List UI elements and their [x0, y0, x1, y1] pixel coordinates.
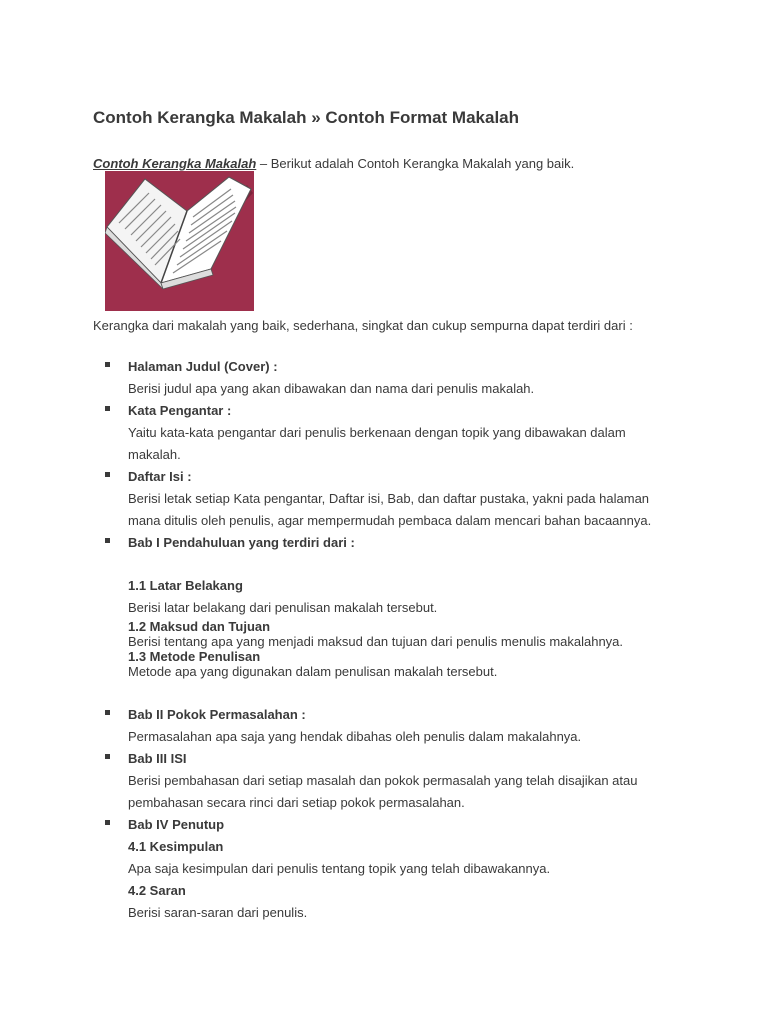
subsection-description: Berisi tentang apa yang menjadi maksud dan tujuan dari penulis menulis makalahnya.: [128, 634, 624, 649]
subsection-description: Apa saja kesimpulan dari penulis tentang topik yang telah dibawakannya.: [128, 861, 551, 876]
list-item: [93, 466, 693, 532]
list-item: [93, 814, 693, 924]
subsection-heading: 1.2 Maksud dan Tujuan: [128, 619, 271, 634]
list-item: [93, 704, 693, 748]
list-item: [93, 748, 693, 814]
item-heading: Bab I Pendahuluan yang terdiri dari :: [128, 535, 355, 550]
subsection-description: Berisi latar belakang dari penulisan makalah tersebut.: [128, 600, 438, 615]
page-title: Contoh Kerangka Makalah » Contoh Format Makalah: [93, 108, 520, 127]
item-description: Berisi pembahasan dari setiap masalah dan pokok permasalah yang telah disajikan atau: [128, 773, 638, 788]
subsection-description: Berisi saran-saran dari penulis.: [128, 905, 308, 920]
intro-paragraph: [93, 156, 574, 171]
subsection-heading: 1.3 Metode Penulisan: [128, 649, 261, 664]
item-heading: Bab IV Penutup: [128, 817, 225, 832]
square-bullet-icon: [105, 820, 110, 825]
square-bullet-icon: [105, 362, 110, 367]
outline-list: [93, 356, 693, 924]
item-heading: Daftar Isi :: [128, 469, 192, 484]
open-book-icon: [105, 171, 254, 311]
intro-text: – Berikut adalah Contoh Kerangka Makalah yang baik.: [256, 156, 575, 171]
item-heading: Halaman Judul (Cover) :: [128, 359, 278, 374]
subsection-heading: 1.1 Latar Belakang: [128, 578, 243, 593]
item-description: makalah.: [128, 447, 181, 462]
subsection-heading: 4.2 Saran: [128, 883, 186, 898]
square-bullet-icon: [105, 538, 110, 543]
list-item: [93, 400, 693, 466]
subsection-heading: 4.1 Kesimpulan: [128, 839, 224, 854]
intro-link[interactable]: Contoh Kerangka Makalah: [93, 156, 257, 171]
item-description: Permasalahan apa saja yang hendak dibahas oleh penulis dalam makalahnya.: [128, 729, 582, 744]
list-item: [93, 356, 693, 400]
subsection-description: Metode apa yang digunakan dalam penulisan makalah tersebut.: [128, 664, 498, 679]
lead-paragraph: Kerangka dari makalah yang baik, sederhana, singkat dan cukup sempurna dapat terdiri dari :: [93, 318, 633, 333]
square-bullet-icon: [105, 754, 110, 759]
item-description: pembahasan secara rinci dari setiap pokok permasalahan.: [128, 795, 465, 810]
item-heading: Kata Pengantar :: [128, 403, 232, 418]
item-description: mana ditulis oleh penulis, agar mempermudah pembaca dalam mencari bahan bacaannya.: [128, 513, 652, 528]
square-bullet-icon: [105, 710, 110, 715]
item-heading: Bab II Pokok Permasalahan :: [128, 707, 306, 722]
square-bullet-icon: [105, 472, 110, 477]
item-heading: Bab III ISI: [128, 751, 187, 766]
item-description: Yaitu kata-kata pengantar dari penulis berkenaan dengan topik yang dibawakan dalam: [128, 425, 626, 440]
list-item: [93, 532, 693, 704]
item-description: Berisi letak setiap Kata pengantar, Daftar isi, Bab, dan daftar pustaka, yakni pada halaman: [128, 491, 650, 506]
item-description: Berisi judul apa yang akan dibawakan dan nama dari penulis makalah.: [128, 381, 535, 396]
square-bullet-icon: [105, 406, 110, 411]
open-book-image: [105, 171, 254, 311]
